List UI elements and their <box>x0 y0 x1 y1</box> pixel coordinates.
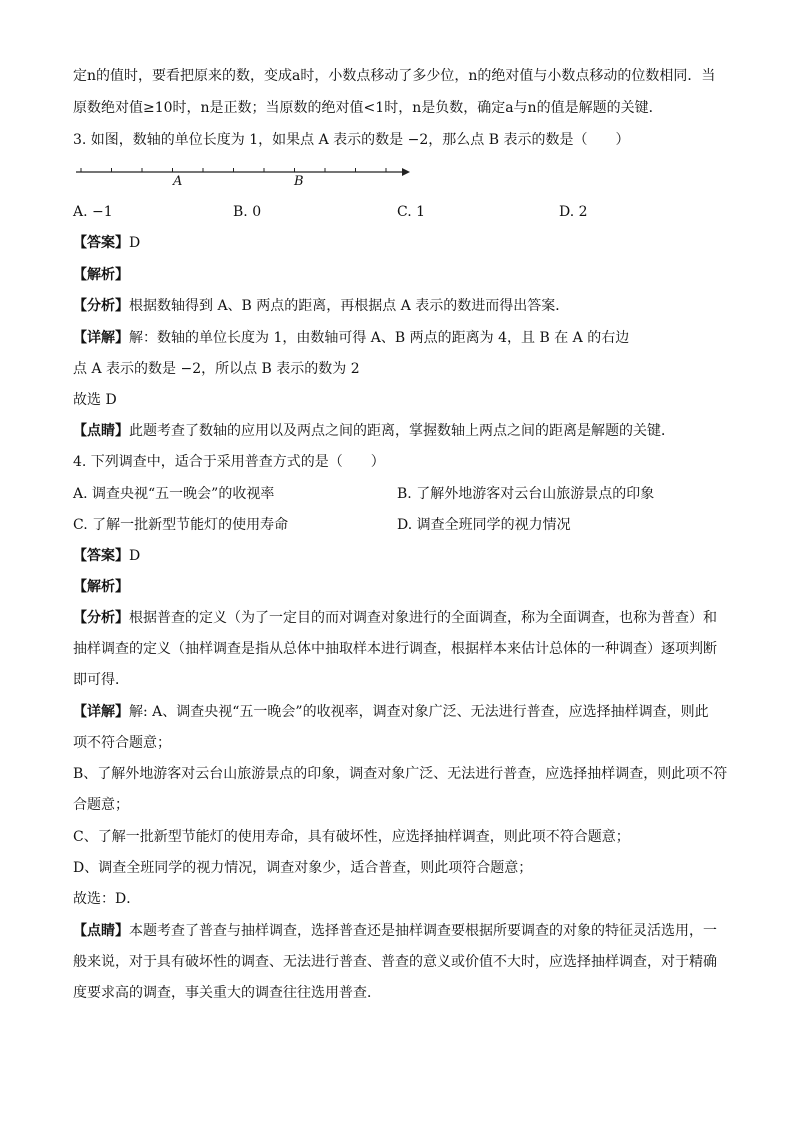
q4-fenxi-2: 抽样调查的定义（抽样调查是指从总体中抽取样本进行调查，根据样本来估计总体的一种调查）逐项判断 <box>73 641 717 657</box>
dianjing-text: 此题考查了数轴的应用以及两点之间的距离，掌握数轴上两点之间的距离是解题的关键． <box>129 423 675 439</box>
q4-answer <box>73 546 140 566</box>
q4-dianjing-2: 般来说，对于具有破坏性的调查、无法进行普查、普查的意义或价值不大时，应选择抽样调查，对于精确 <box>73 954 717 970</box>
q3-option-a: A. −1 <box>73 204 113 220</box>
q4-xiangjie-a2: 项不符合题意； <box>73 735 171 751</box>
point-a-label: A <box>173 174 183 189</box>
q3-fenxi <box>73 296 569 316</box>
axis-ticks <box>81 168 386 172</box>
q3-xiangjie-2: 点 A 表示的数是 −2，所以点 B 表示的数为 2 <box>73 361 360 377</box>
dianjing-text: 本题考查了普查与抽样调查，选择普查还是抽样调查要根据所要调查的对象的特征灵活选用，一 <box>129 923 717 939</box>
q4-xiangjie-b1: B、了解外地游客对云台山旅游景点的印象，调查对象广泛、无法进行普查，应选择抽样调查，则此项不符 <box>73 766 728 782</box>
answer-tag: 【答案】 <box>73 548 129 564</box>
q3-answer <box>73 233 140 253</box>
q3-dianjing <box>73 421 675 441</box>
intro-line-2: 原数绝对值≥10时，n是正数；当原数的绝对值<1时，n是负数，确定a与n的值是解题的关键． <box>73 100 663 116</box>
q3-stem: 3. 如图，数轴的单位长度为 1，如果点 A 表示的数是 −2，那么点 B 表示的数是（ ） <box>73 132 630 148</box>
q3-choose: 故选 D <box>73 392 117 408</box>
dianjing-tag: 【点睛】 <box>73 423 129 439</box>
number-line <box>76 158 416 198</box>
q4-option-a: A. 调查央视“五一晚会”的收视率 <box>73 486 275 502</box>
axis-arrow <box>402 168 410 176</box>
intro-line-1: 定n的值时，要看把原来的数，变成a时，小数点移动了多少位，n的绝对值与小数点移动的位数相同．当 <box>73 68 716 84</box>
q4-choose: 故选：D． <box>73 891 141 907</box>
q4-option-c: C. 了解一批新型节能灯的使用寿命 <box>73 517 289 533</box>
q4-dianjing <box>73 921 717 941</box>
fenxi-text: 根据普查的定义（为了一定目的而对调查对象进行的全面调查，称为全面调查，也称为普查）和 <box>129 610 717 626</box>
answer-tag: 【答案】 <box>73 235 129 251</box>
q4-xiangjie-b2: 合题意； <box>73 797 129 813</box>
point-b-label: B <box>294 174 304 189</box>
q3-option-c: C. 1 <box>397 204 426 220</box>
xiangjie-tag: 【详解】 <box>73 330 129 346</box>
q4-analysis-tag: 【解析】 <box>73 579 129 595</box>
answer-value: D <box>129 235 141 251</box>
fenxi-text: 根据数轴得到 A、B 两点的距离，再根据点 A 表示的数进而得出答案． <box>129 298 570 314</box>
q4-xiangjie-c: C、了解一批新型节能灯的使用寿命，具有破坏性，应选择抽样调查，则此项不符合题意； <box>73 829 630 845</box>
q4-option-b: B. 了解外地游客对云台山旅游景点的印象 <box>397 486 655 502</box>
xiangjie-text: 解: A、调查央视“五一晚会”的收视率，调查对象广泛、无法进行普查，应选择抽样调查，则此 <box>129 704 709 720</box>
q4-xiangjie <box>73 702 709 722</box>
q4-stem: 4. 下列调查中，适合于采用普查方式的是（ ） <box>73 454 385 470</box>
q4-option-d: D. 调查全班同学的视力情况 <box>397 517 571 533</box>
q4-xiangjie-d: D、调查全班同学的视力情况，调查对象少，适合普查，则此项符合题意； <box>73 860 533 876</box>
q3-xiangjie <box>73 328 629 348</box>
q3-option-b: B. 0 <box>233 204 262 220</box>
dianjing-tag: 【点睛】 <box>73 923 129 939</box>
q4-fenxi-3: 即可得． <box>73 672 129 688</box>
q4-dianjing-3: 度要求高的调查，事关重大的调查往往选用普查． <box>73 985 381 1001</box>
q4-fenxi <box>73 608 717 628</box>
number-line-figure <box>76 158 416 202</box>
answer-value: D <box>129 548 141 564</box>
fenxi-tag: 【分析】 <box>73 298 129 314</box>
q3-analysis-tag: 【解析】 <box>73 267 129 283</box>
xiangjie-text: 解：数轴的单位长度为 1，由数轴可得 A、B 两点的距离为 4，且 B 在 A 的右边 <box>129 330 630 346</box>
q3-option-d: D. 2 <box>559 204 588 220</box>
xiangjie-tag: 【详解】 <box>73 704 129 720</box>
fenxi-tag: 【分析】 <box>73 610 129 626</box>
